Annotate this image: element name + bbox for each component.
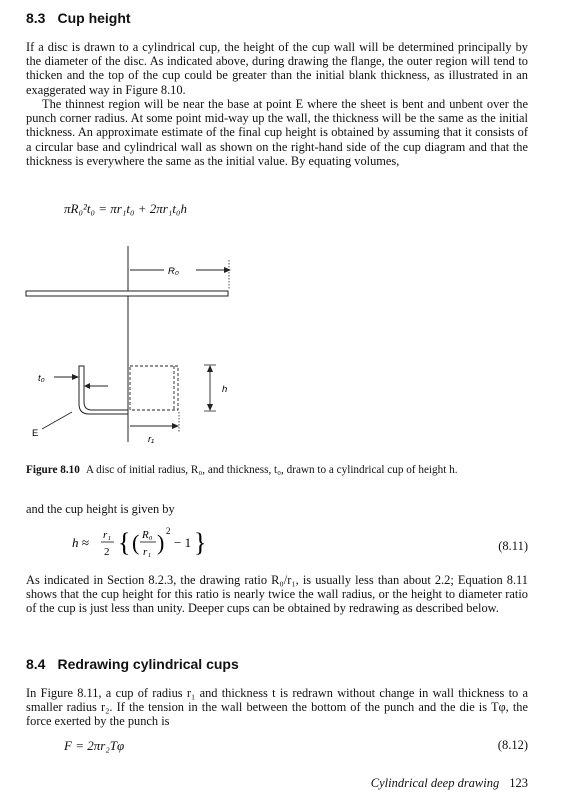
eq-811-r1-den: r₁ — [143, 546, 152, 558]
running-title: Cylindrical deep drawing — [370, 776, 500, 790]
eq-811-brace-close: } — [194, 528, 207, 557]
eq-811-brace-open: { — [118, 528, 131, 557]
page-footer — [371, 776, 528, 791]
e-pointer-line — [42, 412, 72, 429]
label-r1: r₁ — [148, 434, 155, 445]
section-number: 8.4 — [26, 656, 46, 672]
equation-8-12: F = 2πr₂Tφ — [64, 738, 125, 753]
figure-caption — [26, 464, 458, 476]
page-number: 123 — [509, 776, 528, 790]
figure-8-10-diagram — [24, 246, 264, 446]
label-t0: t₀ — [38, 373, 45, 384]
h-arrowhead-bottom — [207, 404, 213, 411]
cup-idealised-outline — [130, 366, 178, 410]
inner-arrowhead — [84, 383, 90, 389]
section-title: Redrawing cylindrical cups — [57, 656, 239, 672]
equation-number-8-12: (8.12) — [497, 738, 528, 752]
eq-811-two: 2 — [104, 546, 110, 558]
paragraph-4: As indicated in Section 8.2.3, the drawing ratio R₀/r₁, is usually less than about 2.2; Equation 8.11 shows that the cup height for this ratio is nearly twice the wall radius, or the height to diameter ratio of the cup is just less than unity. Deeper cups can be obtained by redrawing as described below. — [26, 573, 528, 616]
r1-arrowhead — [172, 423, 179, 429]
equation-number-8-11: (8.11) — [498, 539, 528, 553]
paragraph-3: and the cup height is given by — [26, 502, 175, 516]
paragraph-5: In Figure 8.11, a cup of radius r₁ and thickness t is redrawn without change in wall thickness to a smaller radius r₂. If the tension in the wall between the bottom of the punch and the die is Tφ, the force exerted by the punch is — [26, 686, 528, 729]
cup-profile-left — [79, 366, 128, 414]
equation-volume: πR₀²t₀ = πr₁t₀ + 2πr₁t₀h — [64, 201, 187, 216]
eq-811-minus-one: − 1 — [174, 535, 192, 550]
eq-811-r1-num: r₁ — [103, 529, 112, 541]
disc-blank — [26, 291, 228, 296]
section-title: Cup height — [57, 10, 131, 26]
eq-811-paren-close: ) — [157, 530, 165, 555]
section-heading-8-3 — [26, 10, 131, 26]
eq-811-lhs: h ≈ — [72, 535, 89, 550]
section-number: 8.3 — [26, 10, 46, 26]
figure-caption-text: A disc of initial radius, R₀, and thickness, t₀, drawn to a cylindrical cup of height h. — [85, 464, 458, 476]
t0-arrowhead — [72, 374, 79, 380]
r0-arrowhead — [224, 267, 231, 273]
eq-811-r0: R₀ — [142, 529, 153, 541]
equation-8-11 — [50, 522, 230, 566]
label-r0: R₀ — [168, 266, 179, 277]
section-heading-8-4 — [26, 656, 239, 672]
eq-811-exponent: 2 — [166, 526, 171, 536]
figure-caption-label: Figure 8.10 — [26, 464, 80, 476]
h-arrowhead-top — [207, 365, 213, 372]
paragraph-2: The thinnest region will be near the base at point E where the sheet is bent and unbent over the punch corner radius. At some point mid-way up the wall, the thickness will be the same as the initial thickness. An approximate estimate of the final cup height is obtained by assuming that it consists of a circular base and cylindrical wall as shown on the right-hand side of the cup diagram and that the thickness is everywhere the same as the initial value. By equating volumes, — [26, 97, 528, 168]
label-e: E — [32, 428, 39, 439]
eq-811-paren-open: ( — [132, 530, 140, 555]
paragraph-1: If a disc is drawn to a cylindrical cup, the height of the cup wall will be determined principally by the diameter of the disc. As indicated above, during drawing the flange, the outer region will tend to thicken and the top of the cup could be greater than the initial blank thickness, as illustrated in an exaggerated way in Figure 8.10. — [26, 40, 528, 97]
label-h: h — [222, 384, 228, 395]
